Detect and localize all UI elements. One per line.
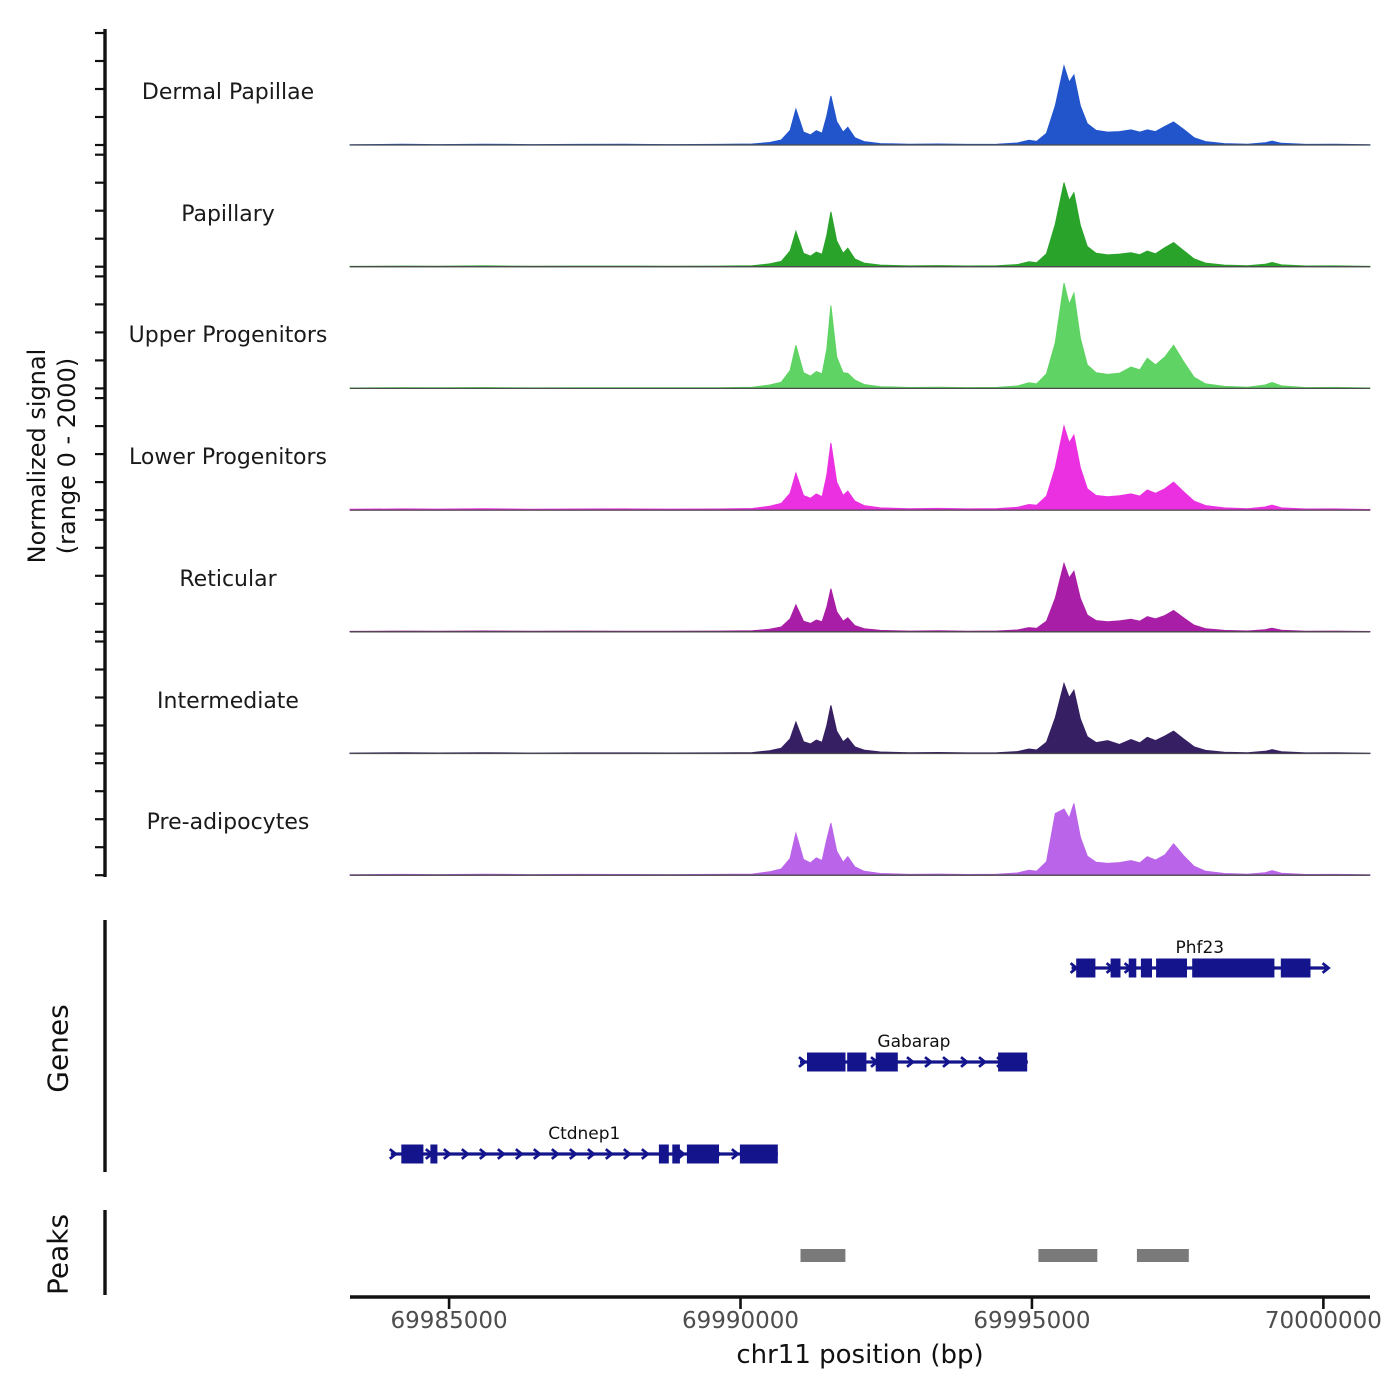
gene-exon-ctdnep1 [659,1145,669,1164]
y-axis-label [22,156,82,756]
gene-exon-phf23 [1129,959,1137,978]
peaks-section-label: Peaks [41,1213,75,1296]
gene-exon-ctdnep1 [740,1145,778,1164]
gene-exon-gabarap [876,1053,898,1072]
track-label-lower-progenitors: Lower Progenitors [129,445,327,471]
gene-exon-ctdnep1 [401,1145,423,1164]
x-tick-label-70000000: 70000000 [1264,1308,1382,1334]
x-axis-title: chr11 position (bp) [736,1340,984,1370]
gene-exon-phf23 [1111,959,1121,978]
signal-area-upper-progenitors [350,283,1370,388]
track-label-pre-adipocytes: Pre-adipocytes [146,810,310,836]
gene-exon-phf23 [1076,959,1095,978]
genes-section-label: Genes [41,1004,75,1093]
gene-exon-phf23 [1156,959,1187,978]
track-label-intermediate: Intermediate [157,688,299,714]
gene-exon-phf23 [1192,959,1274,978]
gene-exon-gabarap [998,1053,1027,1072]
gene-exon-ctdnep1 [672,1145,680,1164]
y-axis-label-line1: Normalized signal [23,348,51,564]
peak-bar [1137,1249,1189,1262]
signal-area-dermal-papillae [350,66,1370,145]
gene-exon-ctdnep1 [430,1145,437,1164]
y-axis-label-line2: (range 0 - 2000) [53,357,81,555]
gene-label-phf23: Phf23 [1175,938,1225,958]
x-tick-label-69990000: 69990000 [681,1308,800,1334]
x-tick-label-69985000: 69985000 [390,1308,508,1334]
gene-label-ctdnep1: Ctdnep1 [548,1124,621,1144]
track-label-upper-progenitors: Upper Progenitors [128,323,328,349]
gene-label-gabarap: Gabarap [877,1032,951,1052]
signal-area-reticular [350,564,1370,632]
gene-exon-ctdnep1 [687,1145,719,1164]
signal-area-intermediate [350,684,1370,754]
signal-area-lower-progenitors [350,426,1370,510]
gene-exon-gabarap [847,1053,866,1072]
track-label-papillary: Papillary [181,201,275,227]
peak-bar [801,1249,846,1262]
gene-exon-gabarap [807,1053,846,1072]
gene-exon-phf23 [1281,959,1311,978]
gene-exon-phf23 [1141,959,1152,978]
signal-area-pre-adipocytes [350,804,1370,876]
x-tick-label-69995000: 69995000 [973,1308,1091,1334]
track-label-reticular: Reticular [179,566,277,592]
signal-area-papillary [350,183,1370,267]
track-label-dermal-papillae: Dermal Papillae [141,80,315,105]
peak-bar [1038,1249,1097,1262]
